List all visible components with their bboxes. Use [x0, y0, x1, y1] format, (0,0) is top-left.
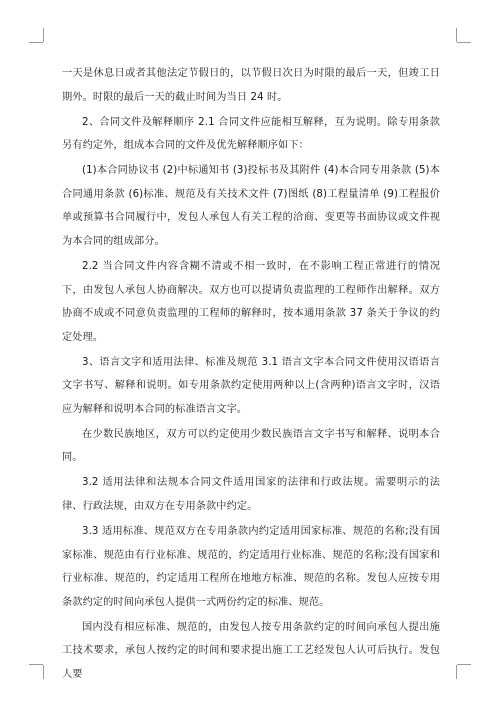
paragraph: 一天是休息日或者其他法定节假日的，以节假日次日为时限的最后一天，但竣工日期外。时限的最后一天的截止时间为当日 24 时。: [62, 68, 440, 103]
paragraph: 3.2 适用法律和法规本合同文件适用国家的法律和行政法规。需要明示的法律、行政法规，由双方在专用条款中约定。: [62, 477, 440, 513]
crop-mark-top-left-horizontal: [29, 42, 43, 43]
crop-mark-bottom-right-horizontal: [457, 664, 471, 665]
paragraph: 2、合同文件及解释顺序 2.1 合同文件应能相互解释，互为说明。除专用条款另有约定外，组成本合同的文件及优先解释顺序如下：: [62, 116, 440, 152]
crop-mark-top-right-horizontal: [457, 42, 471, 43]
paragraph: 在少数民族地区，双方可以约定使用少数民族语言文字书写和解释、说明本合同。: [62, 428, 440, 464]
document-body: [62, 62, 440, 688]
crop-mark-top-right-vertical: [456, 28, 457, 42]
paragraph: (1)本合同协议书 (2)中标通知书 (3)投标书及其附件 (4)本合同专用条款 (5)本合同通用条款 (6)标准、规范及有关技术文件 (7)图纸 (8)工程量清单 (9)工程报价单或预算书合同履行中，发包人承包人有关工程的洽商、变更等书面协议或文件视为本合同的组成部分。: [62, 165, 440, 247]
paragraph: 2.2 当合同文件内容含糊不清或不相一致时，在不影响工程正常进行的情况下，由发包人承包人协商解决。双方也可以提请负责监理的工程师作出解释。双方协商不成或不同意负责监理的工程师的解释时，按本通用条款 37 条关于争议的约定处理。: [62, 260, 440, 343]
paragraph: 3、语言文字和适用法律、标准及规范 3.1 语言文字本合同文件使用汉语语言文字书写、解释和说明。如专用条款约定使用两种以上(含两种)语言文字时，汉语应为解释和说明本合同的标准语言文字。: [62, 356, 440, 415]
paragraph: 国内没有相应标准、规范的，由发包人按专用条款约定的时间向承包人提出施工技术要求，承包人按约定的时间和要求提出施工工艺经发包人认可后执行。发包人要: [62, 621, 440, 680]
paragraph: 3.3 适用标准、规范双方在专用条款内约定适用国家标准、规范的名称;没有国家标准、规范由有行业标准、规范的，约定适用行业标准、规范的名称;没有国家和行业标准、规范的，约定适用工程所在地地方标准、规范的名称。发包人应按专用条款约定的时间向承包人提供一式两份约定的标准、规范。: [62, 526, 440, 608]
crop-mark-top-left-vertical: [43, 28, 44, 42]
crop-mark-bottom-left-horizontal: [29, 664, 43, 665]
crop-mark-bottom-right-vertical: [456, 665, 457, 679]
crop-mark-bottom-left-vertical: [43, 665, 44, 679]
